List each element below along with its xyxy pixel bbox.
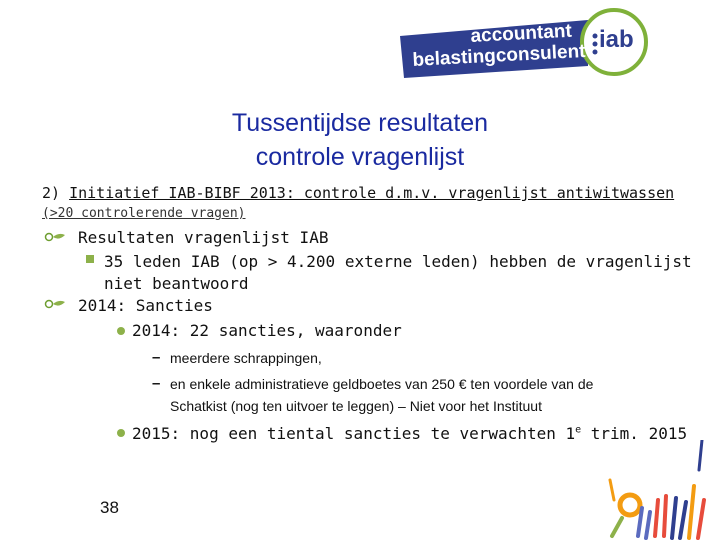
bullet-sanctions-2014: 2014: 22 sancties, waaronder (132, 321, 402, 340)
sub-item-2: en enkele administratieve geldboetes van 250 € ten voordele van de (170, 376, 594, 392)
decorative-strokes-icon (600, 440, 710, 540)
slide-title (180, 106, 540, 174)
bullet-members-cont: niet beantwoord (104, 274, 249, 293)
title-line-2: controle vragenlijst (255, 143, 465, 171)
leaf-bullet-icon (44, 232, 66, 242)
bullet-sanctions: 2014: Sancties (78, 296, 213, 315)
dot-bullet-icon (117, 429, 125, 437)
intro-line (42, 184, 674, 202)
leaf-bullet-icon (44, 299, 66, 309)
bullet-results: Resultaten vragenlijst IAB (78, 228, 329, 247)
logo-mark: iab (599, 26, 634, 53)
b2-2-sup: e (575, 424, 582, 436)
b2-2-pre: 2015: nog een tiental sancties te verwachten 1 (132, 424, 576, 443)
logo-line-1: accountant (470, 20, 573, 47)
logo-line-2: belastingconsulent (412, 40, 587, 71)
sub-item-2-cont: Schatkist (nog ten uitvoer te leggen) – Niet voor het Instituut (170, 398, 542, 414)
b2-2-post: trim. 2015 (581, 424, 688, 443)
title-line-1: Tussentijdse resultaten (231, 109, 489, 137)
intro-sub[interactable]: (>20 controlerende vragen) (42, 206, 246, 221)
dash-bullet: – (152, 349, 161, 366)
sub-item-1: meerdere schrappingen, (170, 350, 322, 366)
slide-number: 38 (100, 498, 119, 517)
bullet-members: 35 leden IAB (op > 4.200 externe leden) hebben de vragenlijst (104, 252, 692, 271)
square-bullet-icon (86, 255, 94, 263)
dot-bullet-icon (117, 327, 125, 335)
intro-prefix: 2) (42, 184, 70, 202)
intro-link[interactable]: Initiatief IAB-BIBF 2013: controle d.m.v. vragenlijst antiwitwassen (69, 184, 675, 202)
dash-bullet: – (152, 375, 161, 392)
